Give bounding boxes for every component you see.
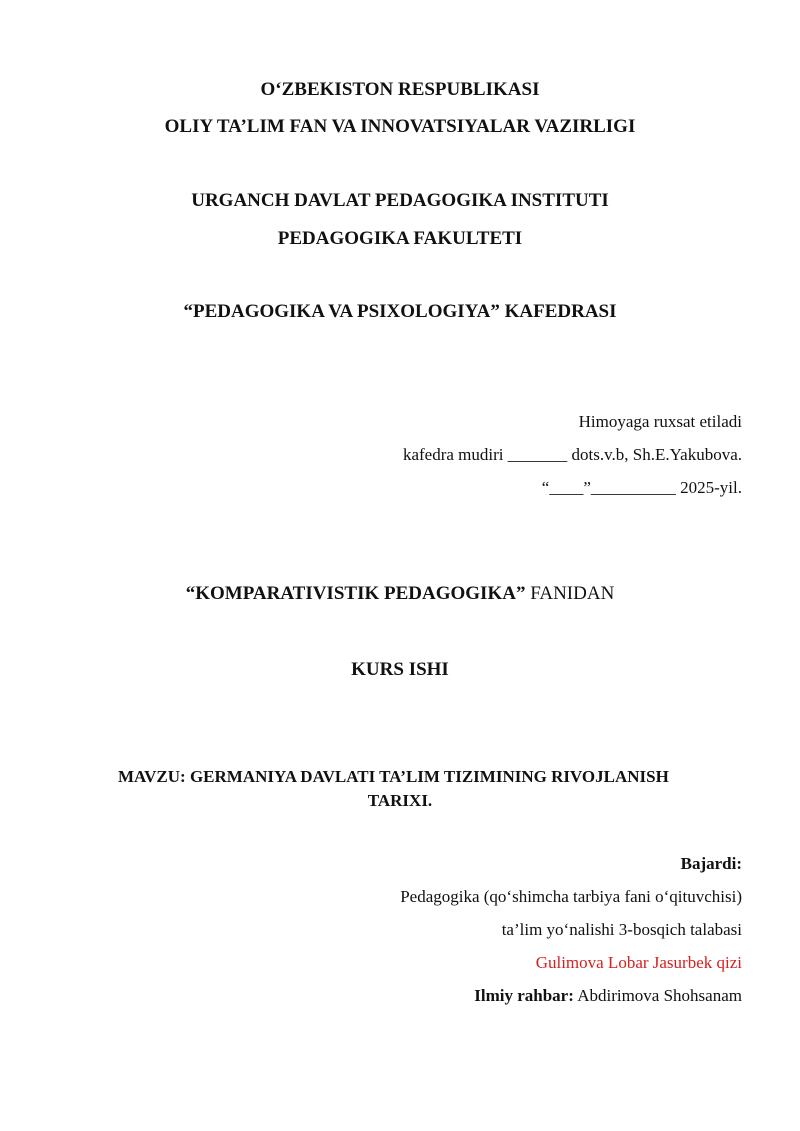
subject-line [0, 584, 800, 603]
supervisor-name: Abdirimova Shohsanam [573, 986, 742, 1005]
republic-heading: O‘ZBEKISTON RESPUBLIKASI [260, 79, 540, 100]
supervisor-line [474, 987, 742, 1004]
ministry-heading: OLIY TA’LIM FAN VA INNOVATSIYALAR VAZIRLIGI [164, 116, 636, 137]
approval-line: Himoyaga ruxsat etiladi [578, 412, 742, 431]
topic-text-line2: TARIXI. [367, 791, 433, 810]
subject-name: “KOMPARATIVISTIK PEDAGOGIKA” [185, 583, 526, 604]
author-name: Gulimova Lobar Jasurbek qizi [535, 953, 742, 972]
supervisor-label: Ilmiy rahbar: [474, 986, 574, 1005]
faculty-heading: PEDAGOGIKA FAKULTETI [277, 228, 523, 249]
topic-label: MAVZU: [118, 767, 186, 786]
subject-suffix: FANIDAN [525, 583, 615, 604]
institute-heading: URGANCH DAVLAT PEDAGOGIKA INSTITUTI [191, 190, 609, 211]
author-program: Pedagogika (qo‘shimcha tarbiya fani o‘qituvchisi) [400, 887, 742, 906]
department-heading: “PEDAGOGIKA VA PSIXOLOGIYA” KAFEDRASI [183, 301, 617, 322]
approval-date-line: “____”__________ 2025-yil. [541, 478, 742, 497]
department-head-signature-line: kafedra mudiri _______ dots.v.b, Sh.E.Yakubova. [402, 445, 742, 464]
author-course: ta’lim yo‘nalishi 3-bosqich talabasi [501, 920, 742, 939]
author-heading: Bajardi: [680, 854, 742, 873]
topic-line [118, 768, 669, 785]
work-type-heading: KURS ISHI [351, 659, 449, 680]
topic-text-line1: GERMANIYA DAVLATI TA’LIM TIZIMINING RIVOJLANISH [185, 767, 669, 786]
